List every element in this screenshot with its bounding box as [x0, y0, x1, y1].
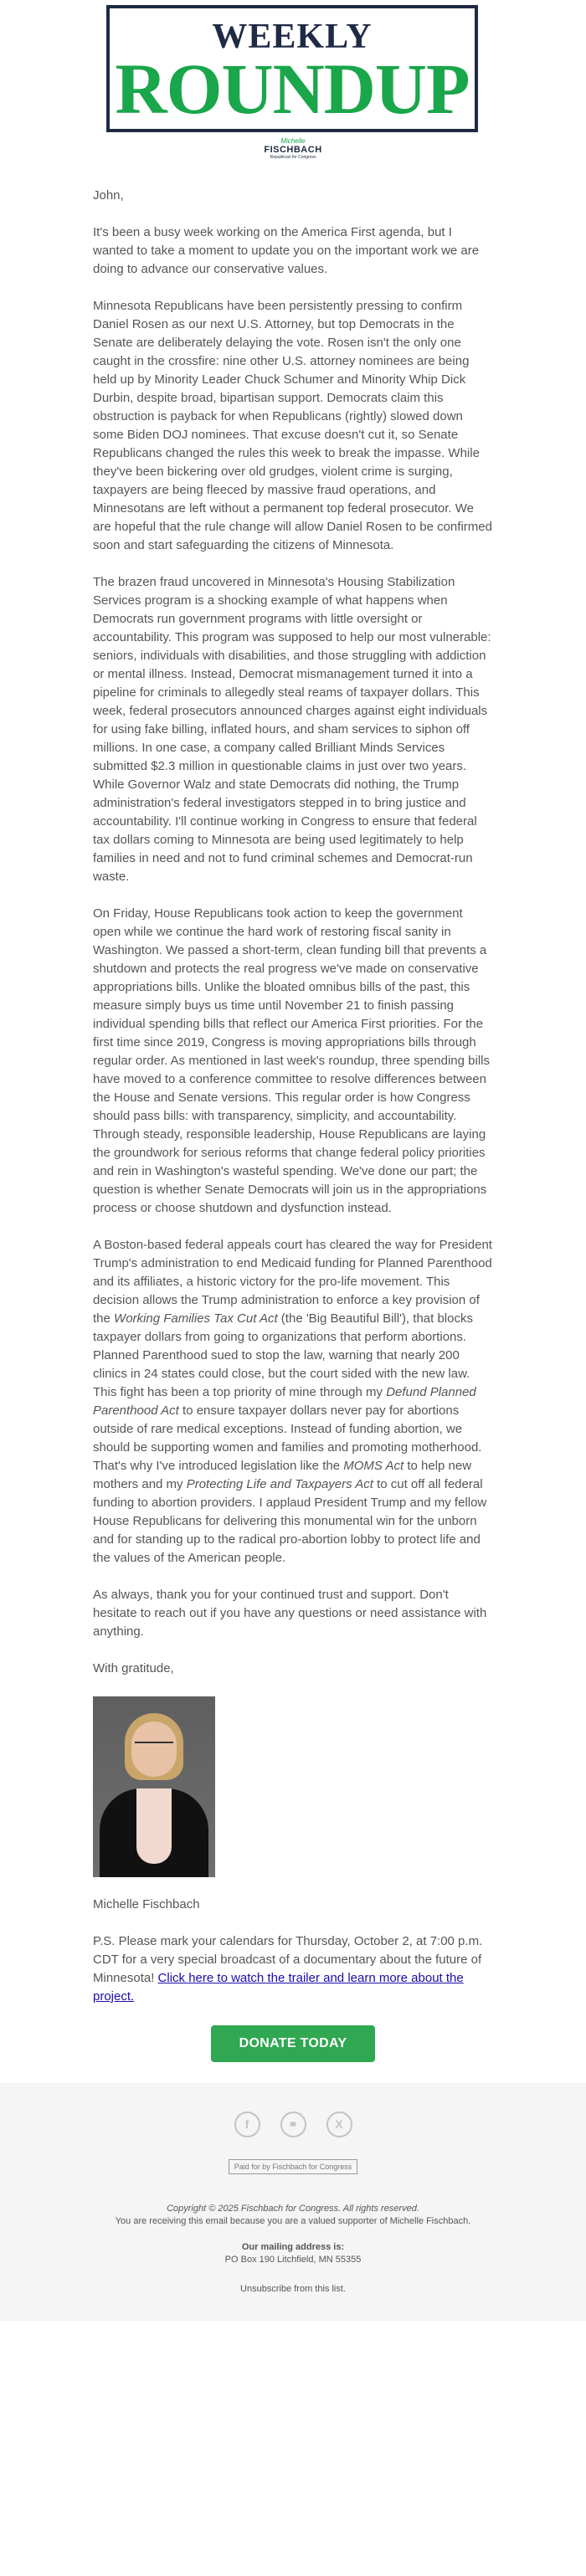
unsubscribe-link[interactable]: Unsubscribe from this list. [240, 2284, 346, 2294]
text-segment: to cut off all federal funding to abortion providers. I applaud President Trump and my fellow House Republicans for delivering this monumental win for the unborn and for standing up to the radical pro-abortion lobby to protect life and the values of the American people. [93, 1477, 487, 1565]
logo-weekly-text: WEEKLY [212, 18, 373, 56]
signature-name: Michelle Fischbach [93, 1897, 200, 1911]
text-segment: to ensure taxpayer dollars never pay for abortions outside of rare medical exceptions. Instead of funding abortion, we should be supporting women and families and promoting motherhood. That's why I've introduced legislation like the [93, 1403, 482, 1473]
postscript [93, 1932, 493, 2006]
unsubscribe [0, 2283, 586, 2296]
logo-roundup-text: ROUNDUP [115, 49, 470, 129]
logo-first-name: Michelle [280, 137, 306, 145]
bill-name: MOMS Act [343, 1459, 404, 1473]
fischbach-logo [261, 137, 325, 160]
mailing-address-label: Our mailing address is: [241, 2242, 345, 2252]
copyright-text: Copyright © 2025 Fischbach for Congress. All rights reserved. [167, 2204, 419, 2214]
bill-name: Protecting Life and Taxpayers Act [186, 1477, 373, 1491]
logo-subtitle: Republican for Congress [270, 155, 316, 160]
paragraph-us-attorney: Minnesota Republicans have been persistently pressing to confirm Daniel Rosen as our next U.S. Attorney, but top Democrats in the Senate are deliberately delaying the vote. Rosen isn't the only one caught in the crossfire: nine other U.S. attorney nominees are being held up by Minority Leader Chuck Schumer and Minority Whip Dick Durbin, despite broad, bipartisan support. Democrats claim this obstruction is payback for when Republicans (rightly) slowed down some Biden DOJ nominees. That excuse doesn't cut it, so Senate Republicans changed the rules this week to break the impasse. While they've been bickering over old grudges, violent crime is surging, taxpayers are being fleeced by massive fraud operations, and Minnesotans are left without a permanent top federal prosecutor. We are hopeful that the rule change will allow Daniel Rosen to be confirmed soon and start safeguarding the citizens of Minnesota. [93, 299, 492, 552]
logo-last-name: FISCHBACH [264, 145, 322, 155]
link-icon[interactable]: ⚭ [280, 2112, 306, 2137]
paid-for-disclaimer: Paid for by Fischbach for Congress [229, 2159, 358, 2174]
mailing-address: PO Box 190 Litchfield, MN 55355 [224, 2255, 362, 2265]
paragraph-housing-fraud: The brazen fraud uncovered in Minnesota's Housing Stabilization Services program is a shocking example of what happens when Democrats run government programs with little oversight or accountability. This program was supposed to help our most vulnerable: seniors, individuals with disabilities, and those struggling with addiction or mental illness. Instead, Democrat mismanagement turned it into a pipeline for criminals to allegedly steal reams of taxpayer dollars. This week, federal prosecutors announced charges against eight individuals for using fake billing, inflated hours, and sham services to siphon off millions. In one case, a company called Brilliant Minds Services submitted $2.3 million in questionable claims in just over two years. While Governor Walz and state Democrats did nothing, the Trump administration's federal investigators stepped in to bring justice and accountability. I'll continue working in Congress to ensure that federal tax dollars coming to Minnesota are being used legitimately to help families in need and not to fund criminal schemes and Democrat-run waste. [93, 575, 491, 884]
ps-text: P.S. Please mark your calendars for Thursday, October 2, at 7:00 p.m. CDT for a very special broadcast of a documentary about the future of Minnesota! [93, 1934, 483, 1985]
trailer-link[interactable]: Click here to watch the trailer and learn more about the project. [93, 1971, 464, 2004]
weekly-roundup-logo [106, 5, 478, 132]
donate-button[interactable]: DONATE TODAY [211, 2025, 376, 2062]
facebook-icon[interactable]: f [234, 2112, 260, 2137]
text-segment: A Boston-based federal appeals court has cleared the way for President Trump's administration to end Medicaid funding for Planned Parenthood and its affiliates, a historic victory for the pro-life movement. This decision allows the Trump administration to enforce a key provision of the [93, 1238, 492, 1326]
portrait-photo [93, 1696, 215, 1877]
text-segment: to help new mothers and my [93, 1459, 472, 1491]
text-segment: (the 'Big Beautiful Bill'), that blocks taxpayer dollars from going to organizations that perform abortions. Planned Parenthood sued to stop the law, warning that nearly 200 clinics in 24 states could close, but the court sided with the new law. This fight has been a top priority of mine through my [93, 1311, 473, 1399]
paragraph-thanks: As always, thank you for your continued trust and support. Don't hesitate to reach out if you have any questions or need assistance with anything. [93, 1588, 487, 1639]
x-icon[interactable]: X [326, 2112, 352, 2137]
paragraph-planned-parenthood [93, 1236, 493, 1568]
letter-body [0, 163, 586, 2006]
paragraph-intro: It's been a busy week working on the America First agenda, but I wanted to take a moment to update you on the important work we are doing to advance our conservative values. [93, 225, 480, 276]
closing: With gratitude, [93, 1661, 174, 1675]
subscription-reason: You are receiving this email because you are a valued supporter of Michelle Fischbach. [115, 2216, 471, 2226]
bill-name: Working Families Tax Cut Act [114, 1311, 278, 1326]
donate-section [0, 2025, 586, 2062]
email-footer [0, 2083, 586, 2321]
social-links [0, 2112, 586, 2137]
email-header [0, 0, 586, 163]
greeting: John, [93, 188, 124, 203]
paragraph-funding-bill: On Friday, House Republicans took action to keep the government open while we continue the hard work of restoring fiscal sanity in Washington. We passed a short-term, clean funding bill that prevents a shutdown and protects the real progress we've made on conservative appropriations bills. Unlike the bloated omnibus bills of the past, this measure simply buys us time until November 21 to finish passing individual spending bills that reflect our America First priorities. For the first time since 2019, Congress is moving appropriations bills through regular order. As mentioned in last week's roundup, three spending bills have moved to a conference committee to resolve differences between the House and Senate versions. This regular order is how Congress should pass bills: with transparency, simplicity, and accountability. Through steady, responsible leadership, House Republicans are laying the groundwork for serious reforms that change federal policy priorities and rein in Washington's wasteful spending. We've done our part; the question is whether Senate Democrats will join us in the appropriations process or choose shutdown and dysfunction instead. [93, 906, 490, 1215]
bill-name: Defund Planned Parenthood Act [93, 1385, 476, 1418]
